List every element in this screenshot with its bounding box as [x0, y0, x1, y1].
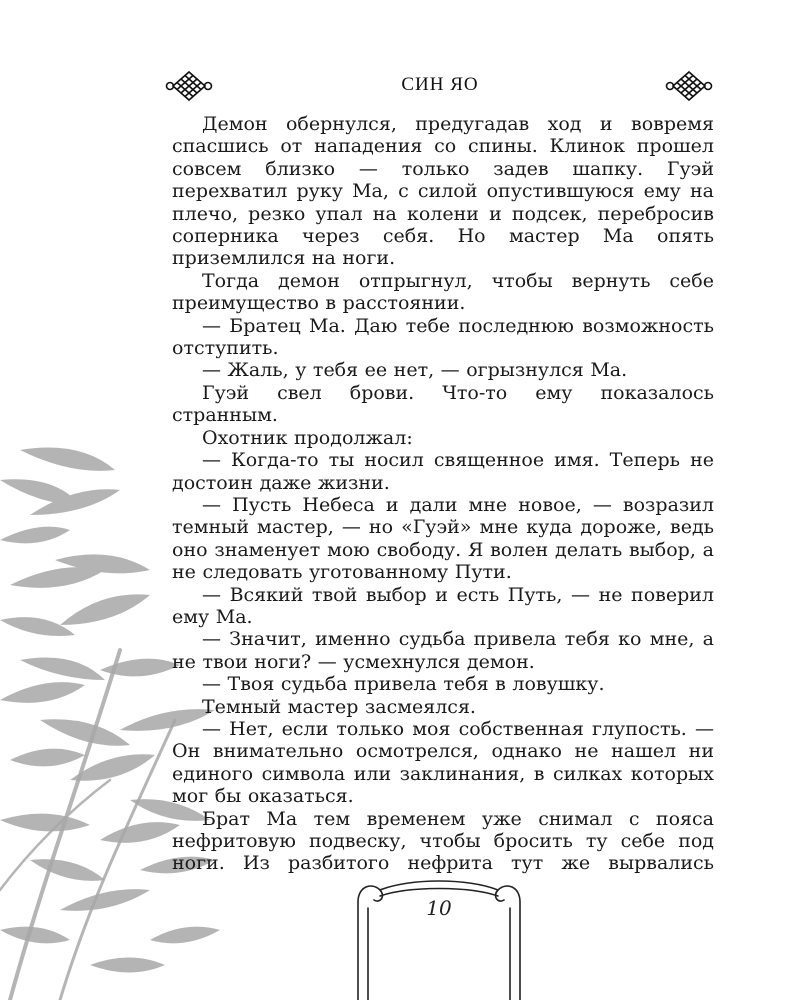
paragraph: — Когда-то ты носил священное имя. Теперь не достоин даже жизни.	[172, 449, 714, 494]
scroll-frame-ornament	[350, 872, 528, 1000]
paragraph: — Нет, если только моя собственная глупость. — Он внимательно осмотрелся, однако не нашел ни единого символа или заклинания, в силках которых мог бы оказаться.	[172, 717, 714, 808]
paragraph: Тогда демон отпрыгнул, чтобы вернуть себе преимущество в расстоянии.	[172, 269, 714, 315]
paragraph: — Жаль, у тебя ее нет, — огрызнулся Ма.	[202, 359, 628, 382]
paragraph: Темный мастер засмеялся.	[202, 695, 476, 718]
running-header	[165, 68, 715, 104]
paragraph: Охотник продолжал:	[202, 426, 413, 449]
paragraph: Демон обернулся, предугадав ход и вовремя спасшись от нападения со спины. Клинок прошел совсем близко — только задев шапку. Гуэй перехватил руку Ма, с силой опустившуюся ему на плечо, резко упал на колени и подсек, перебросив соперника через себя. Но мастер Ма опять приземлился на ноги.	[172, 113, 714, 270]
paragraph: — Братец Ма. Даю тебе последнюю возможность отступить.	[172, 314, 714, 360]
paragraph: — Всякий твой выбор и есть Путь, — не поверил ему Ма.	[172, 583, 714, 628]
paragraph: — Твоя судьба привела тебя в ловушку.	[202, 673, 605, 696]
body-text	[172, 113, 714, 875]
paragraph: — Значит, именно судьба привела тебя ко мне, а не твои ноги? — усмехнулся демон.	[172, 628, 714, 673]
running-title: СИН ЯО	[401, 74, 479, 95]
page-number: 10	[426, 896, 452, 920]
paragraph: Гуэй свел брови. Что-то ему показалось странным.	[172, 381, 714, 427]
paragraph: Брат Ма тем временем уже снимал с пояса нефритовую подвеску, чтобы бросить ту себе под ноги. Из разбитого нефрита тут же вырвались	[172, 807, 714, 875]
paragraph: — Пусть Небеса и дали мне новое, — возразил темный мастер, — но «Гуэй» мне куда дороже, ведь оно знаменует мою свободу. Я волен делать выбор, а не следовать уготованному Пути.	[172, 493, 714, 584]
endless-knot-icon	[665, 68, 713, 104]
